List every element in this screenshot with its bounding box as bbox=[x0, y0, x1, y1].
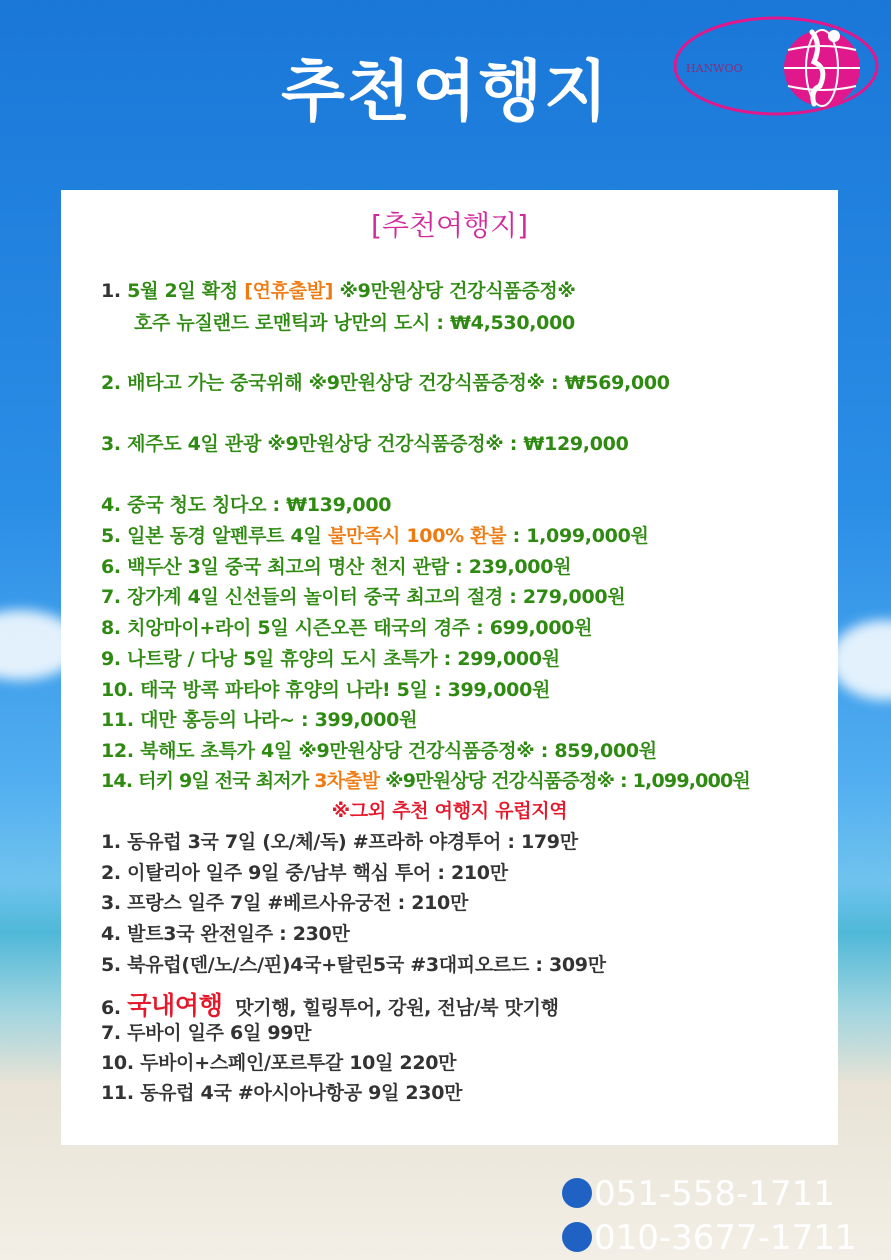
extra-item-11: 11. 동유럽 4국 #아시아나항공 9일 230만 bbox=[101, 1082, 463, 1104]
item-1: 1. 5월 2일 확정 [연휴출발] ※9만원상당 건강식품증정※ bbox=[101, 280, 576, 302]
item-9: 9. 나트랑 / 다낭 5일 휴양의 도시 초특가 : 299,000원 bbox=[101, 648, 560, 670]
company-logo bbox=[672, 14, 882, 118]
extra-item-10: 10. 두바이+스페인/포르투갈 10일 220만 bbox=[101, 1052, 457, 1074]
item-4: 4. 중국 청도 칭다오 : ₩139,000 bbox=[101, 494, 392, 516]
phone-1[interactable]: 051-558-1711 bbox=[562, 1174, 835, 1214]
europe-item-1: 1. 동유럽 3국 7일 (오/체/독) #프라하 야경투어 : 179만 bbox=[101, 831, 578, 853]
card-title: [추천여행지] bbox=[370, 209, 529, 242]
europe-item-4: 4. 발트3국 완전일주 : 230만 bbox=[101, 923, 350, 945]
page-title: 추천여행지 bbox=[281, 53, 610, 130]
globe-icon bbox=[784, 30, 860, 106]
logo-text: HANWOO bbox=[686, 62, 743, 75]
europe-item-3: 3. 프랑스 일주 7일 #베르사유궁전 : 210만 bbox=[101, 892, 469, 914]
phone-dot-icon bbox=[562, 1222, 592, 1252]
item-6: 6. 백두산 3일 중국 최고의 명산 천지 관람 : 239,000원 bbox=[101, 556, 572, 578]
europe-item-5: 5. 북유럽(덴/노/스/핀)4국+탈린5국 #3대피오르드 : 309만 bbox=[101, 954, 606, 976]
item-10: 10. 태국 방콕 파타야 휴양의 나라! 5일 : 399,000원 bbox=[101, 679, 551, 701]
europe-item-2: 2. 이탈리아 일주 9일 중/남부 핵심 투어 : 210만 bbox=[101, 862, 508, 884]
extra-item-7: 7. 두바이 일주 6일 99만 bbox=[101, 1022, 312, 1044]
item-1-detail: 호주 뉴질랜드 로맨틱과 낭만의 도시 : ₩4,530,000 bbox=[134, 312, 575, 334]
item-5: 5. 일본 동경 알펜루트 4일 불만족시 100% 환불 : 1,099,000원 bbox=[101, 525, 649, 547]
recommendation-card bbox=[61, 190, 838, 1145]
item-12: 12. 북해도 초특가 4일 ※9만원상당 건강식품증정※ : 859,000원 bbox=[101, 740, 657, 762]
item-2: 2. 배타고 가는 중국위해 ※9만원상당 건강식품증정※ : ₩569,000 bbox=[101, 372, 670, 394]
phone-dot-icon bbox=[562, 1178, 592, 1208]
domestic-travel-item: 6. 국내여행 맛기행, 힐링투어, 강원, 전남/북 맛기행 bbox=[101, 991, 559, 1020]
item-3: 3. 제주도 4일 관광 ※9만원상당 건강식품증정※ : ₩129,000 bbox=[101, 433, 629, 455]
item-8: 8. 치앙마이+라이 5일 시즌오픈 태국의 경주 : 699,000원 bbox=[101, 617, 593, 639]
europe-heading: ※그외 추천 여행지 유럽지역 bbox=[331, 800, 568, 822]
item-7: 7. 장가계 4일 신선들의 놀이터 중국 최고의 절경 : 279,000원 bbox=[101, 586, 626, 608]
cloud-right bbox=[830, 620, 891, 700]
domestic-highlight: 국내여행 bbox=[127, 991, 223, 1020]
item-11: 11. 대만 홍등의 나라~ : 399,000원 bbox=[101, 709, 418, 731]
phone-2[interactable]: 010-3677-1711 bbox=[562, 1218, 857, 1258]
item-14: 14. 터키 9일 전국 최저가 3차출발 ※9만원상당 건강식품증정※ : 1,099,000원 bbox=[101, 770, 750, 792]
